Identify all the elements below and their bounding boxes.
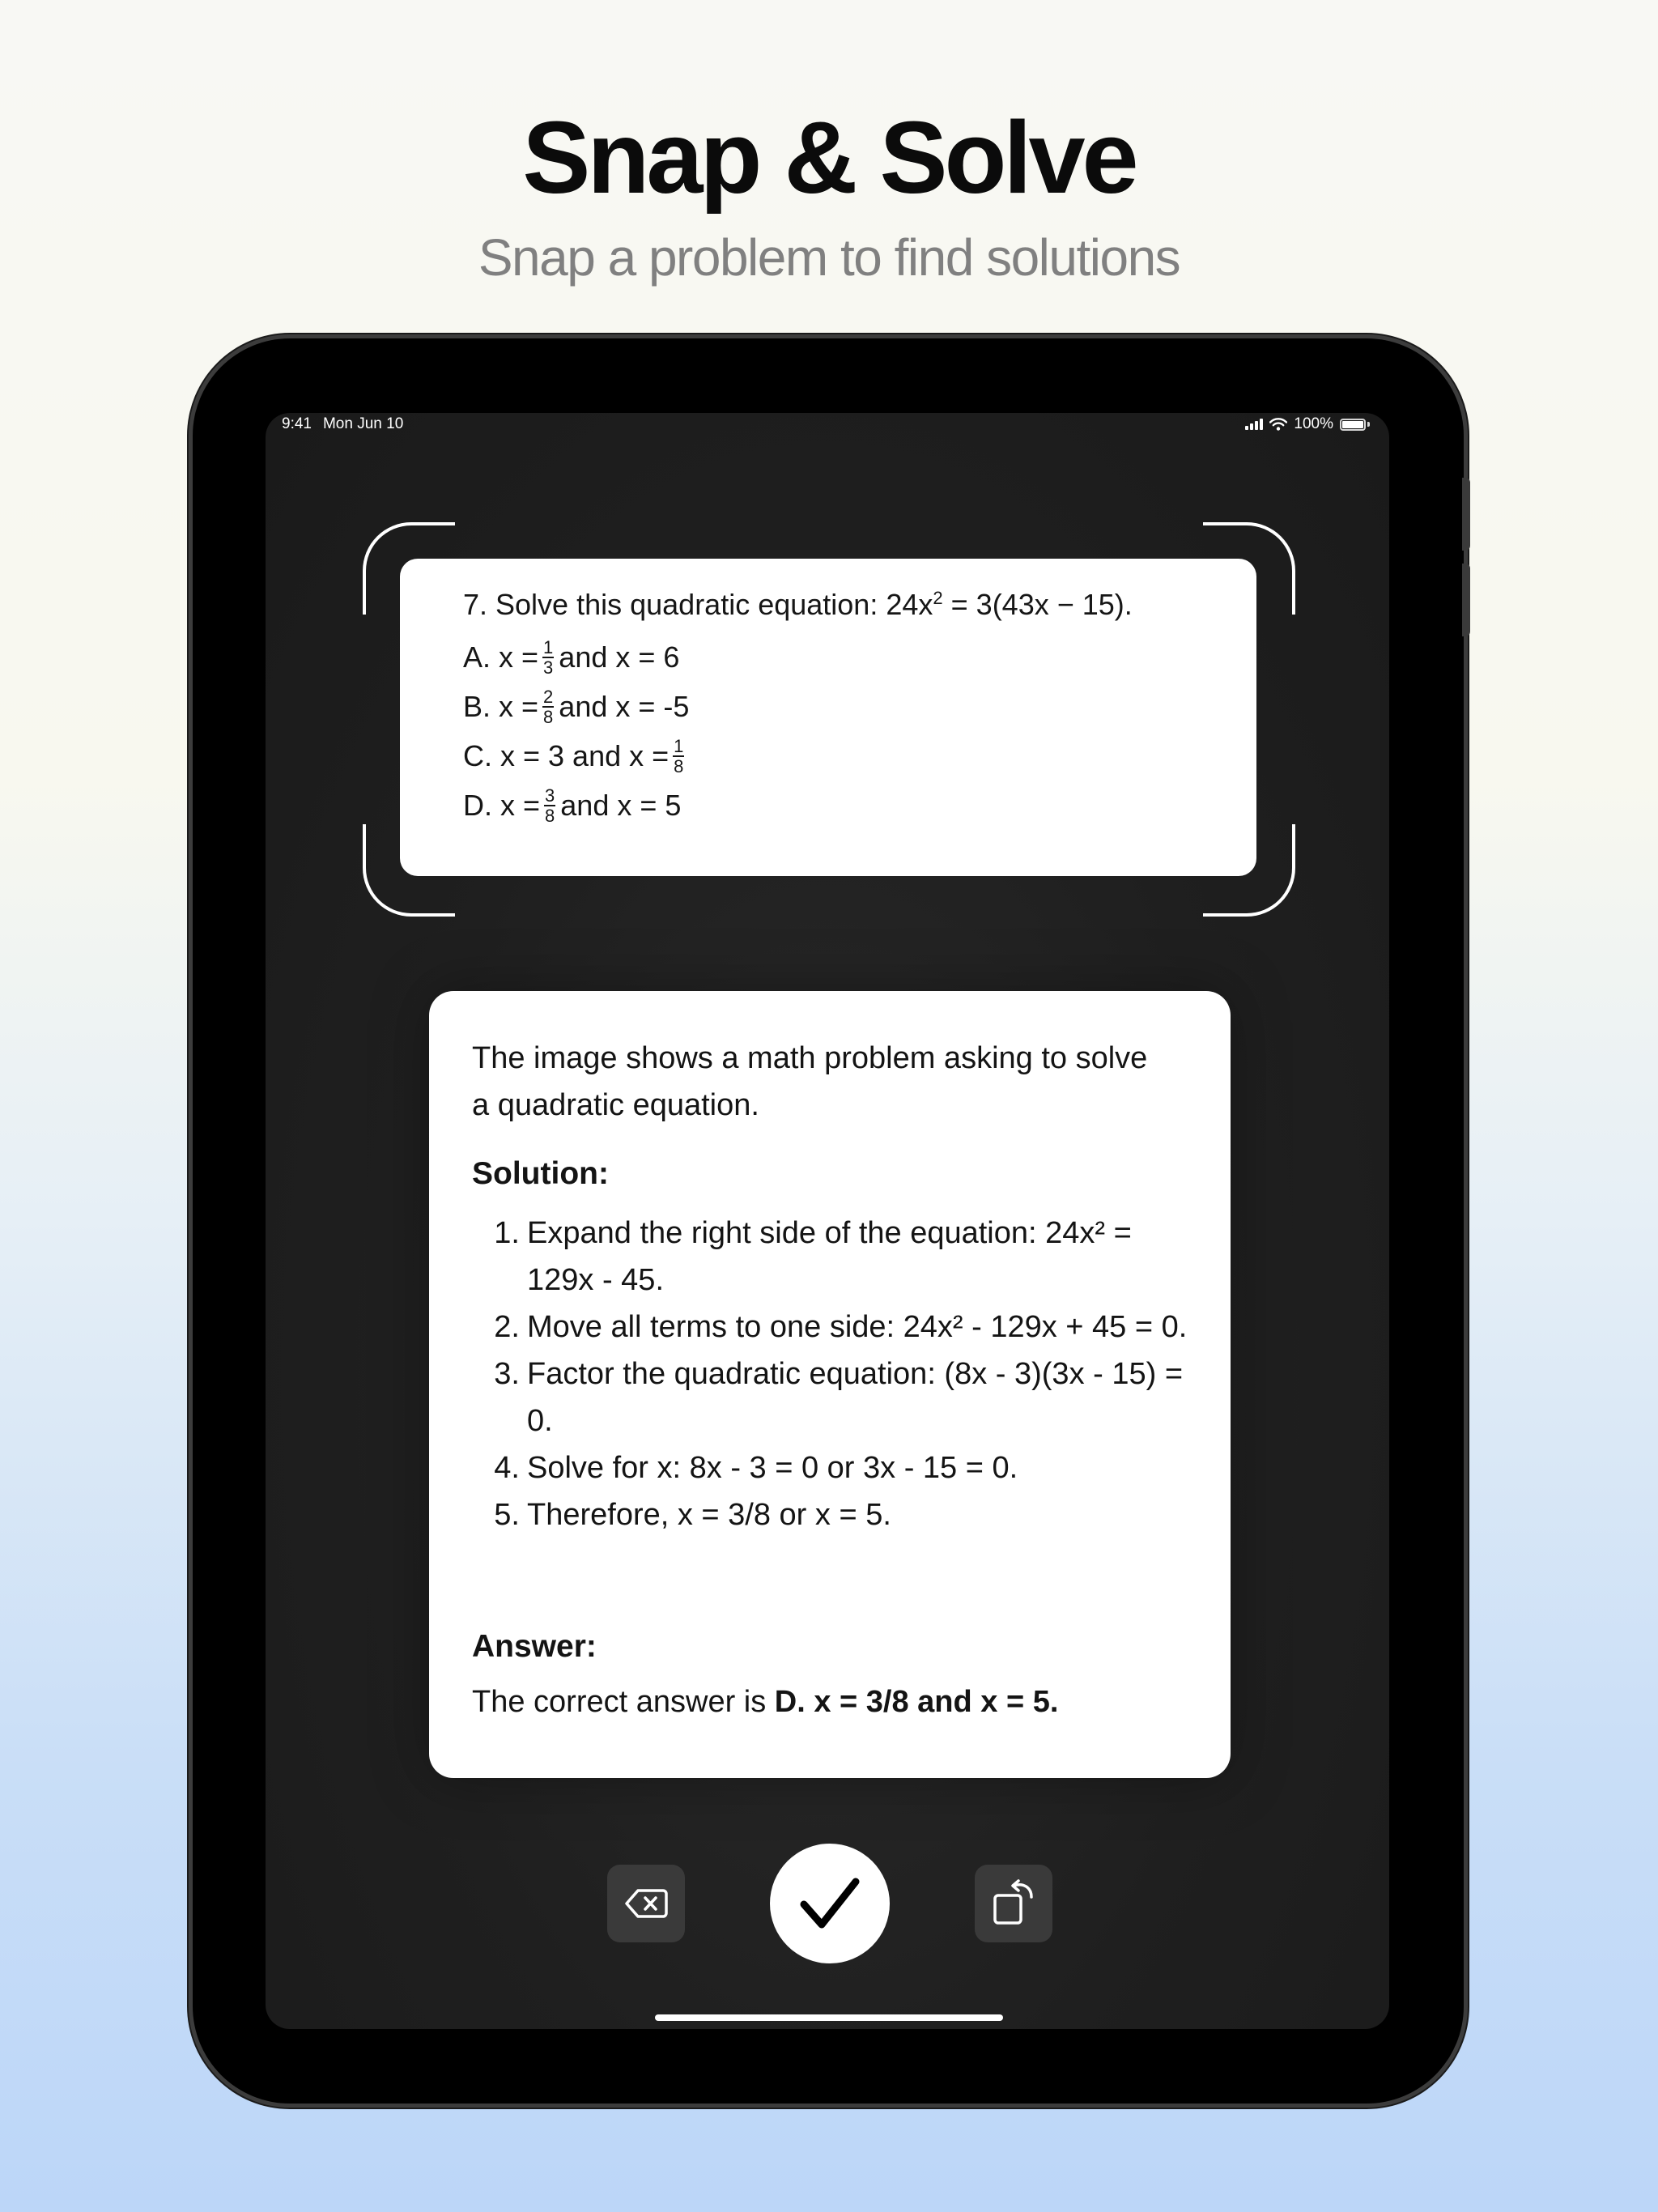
status-time: 9:41 (282, 415, 312, 432)
device-volume-down-button (1462, 564, 1470, 636)
confirm-button[interactable] (770, 1844, 890, 1963)
home-indicator[interactable] (655, 2014, 1003, 2021)
battery-cap (1367, 422, 1370, 427)
option-d: D. x = $\frac{3}{8}$ and x = 5 (463, 785, 682, 826)
option-c: C. x = 3 and x = $\frac{1}{8}$ (463, 736, 684, 776)
fraction: $\frac{1}{3}$ (543, 637, 554, 678)
problem-question: 7. Solve this quadratic equation: $24x^2 = 3(43x - 15)$. (463, 588, 1133, 621)
device-volume-up-button (1462, 478, 1470, 551)
fraction: $\frac{3}{8}$ (545, 785, 555, 826)
cellular-signal-icon (1245, 419, 1263, 430)
solution-step: 4. Solve for x: 8x - 3 = 0 or 3x - 15 = 0. (494, 1451, 1018, 1485)
battery-percent: 100% (1294, 415, 1333, 432)
fraction: $\frac{1}{8}$ (674, 736, 684, 776)
solution-step: 2. Move all terms to one side: 24x² - 129x + 45 = 0. (494, 1310, 1188, 1344)
answer-text: The correct answer is D. x = 3/8 and x = 5. (472, 1685, 1059, 1719)
fraction: $\frac{2}{8}$ (543, 687, 554, 727)
solution-heading: Solution: (472, 1156, 609, 1191)
option-b: B. x = $\frac{2}{8}$ and x = -5 (463, 687, 690, 727)
solution-step: 3. Factor the quadratic equation: (8x - 3)(3x - 15) = 0. (494, 1357, 1184, 1438)
solution-steps (472, 1210, 1201, 1538)
hero-subtitle: Snap a problem to find solutions (478, 228, 1180, 287)
app-screen (266, 413, 1389, 2029)
answer-heading: Answer: (472, 1629, 597, 1664)
wifi-icon (1269, 418, 1287, 431)
checkmark-icon (799, 1877, 861, 1930)
status-bar-left (282, 415, 403, 433)
status-bar-right (1245, 415, 1370, 433)
solution-step: 1. Expand the right side of the equation: 24x² = 129x - 45. (494, 1216, 1132, 1297)
option-a: A. x = $\frac{1}{3}$ and x = 6 (463, 637, 680, 678)
answer-value: D. x = 3/8 and x = 5. (774, 1685, 1059, 1719)
solution-intro: The image shows a math problem asking to solve a quadratic equation. (472, 1041, 1148, 1122)
rotate-icon (991, 1879, 1036, 1928)
delete-button[interactable] (607, 1865, 685, 1942)
battery-icon (1340, 419, 1366, 431)
status-date: Mon Jun 10 (322, 415, 404, 432)
hero-title: Snap & Solve (522, 100, 1136, 215)
solution-card[interactable] (429, 991, 1231, 1778)
rotate-button[interactable] (975, 1865, 1052, 1942)
delete-backspace-icon (624, 1887, 668, 1920)
scanned-problem-card[interactable] (400, 559, 1256, 876)
solution-step: 5. Therefore, x = 3/8 or x = 5. (494, 1498, 891, 1532)
